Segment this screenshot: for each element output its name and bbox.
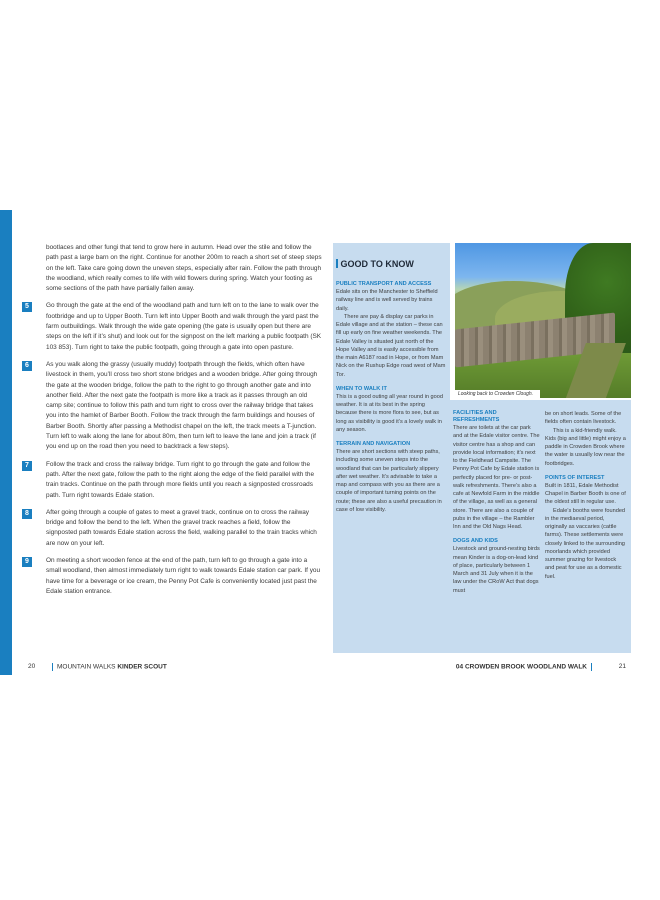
section-heading: WHEN TO WALK IT [336,385,387,392]
step-7 [25,460,322,501]
photo-caption: Looking back to Crowden Clough. [455,390,540,399]
right-page-number: 21 [618,663,626,670]
good-to-know-title [336,259,414,269]
right-footer [334,663,634,677]
step-text: On meeting a short wooden fence at the end of the path, turn left to go through a gate into a small woodland, then almost immediately turn right to walk towards Edale station car park. If you have time for a beverage or ice cream, the Penny Pot Cafe is conveniently located just past the Edale station entrance. [46,557,321,595]
left-running-head [48,663,167,671]
intro-paragraph: bootlaces and other fungi that tend to grow here in autumn. Head over the stile and follow the path past a large barn on the right. Continue for another 200m to reach a short set of steep steps on the left. Take care going down the uneven steps, especially after rain. Follow the path through the woodland, which really comes to life with wild flowers during spring. Watch your footing as some sections of the path have partially fallen away. [46,244,322,293]
good-to-know-heading: GOOD TO KNOW [340,259,414,269]
section-heading: TERRAIN AND NAVIGATION [336,441,411,447]
step-6 [25,360,322,453]
step-number: 9 [22,557,32,567]
section-text: This is a good outing all year round in good weather. It is at its best in the spring because there is more flora to see, but as long as visibility is good it’s a lovely walk in any season. [336,393,443,433]
section-heading: DOGS AND KIDS [453,538,498,545]
right-running-head [456,663,596,671]
book-title: KINDER SCOUT [117,663,167,671]
section-heading: FACILITIES AND REFRESHMENTS [453,410,500,423]
info-column-2 [453,410,540,595]
step-text: After going through a couple of gates to meet a gravel track, continue on to cross the railway bridge and follow the bend to the left. When the gravel track reaches a field, follow the signposted path towards Edale station across the field, walking parallel to the train tracks which are now on your left. [46,508,317,547]
title-bar [336,259,338,268]
step-text: As you walk along the grassy (usually muddy) footpath through the fields, which often have livestock in them, you’ll cross two short stone bridges and a wooden bridge. After going through the gate at the wooden bridge, follow the path to the right to go through another gate and into another field. After the next gate the footpath is more like a track as it passes through an old camp site; continue to follow this path and turn right to cross over the railway bridge that takes you into the hamlet of Barber Booth. Follow the track through the farm buildings and houses of Barber Booth. Shortly after passing a Methodist chapel on the left, the track meets a T-junction. Turn left to walk along the lane for about 80m, then turn left to leave the lane and join a track (if you end up on the road then you need to backtrack a few steps). [46,360,318,451]
step-text: Go through the gate at the end of the woodland path and turn left on to the lane to walk over the footbridge and up to Upper Booth. Turn left into Upper Booth and walk through the yard past the farm outbuildings. Walk through the wide gate opening (the gate is usually open but there are steps on the left if it’s shut) and look out for the signpost on the left marking a public footpath (SK 103 853). Turn right to take the public footpath, going through a gate into open pasture. [46,302,322,351]
left-page [25,243,322,604]
walk-number: 04 [455,663,464,671]
left-footer [28,663,324,677]
section-text: Edale sits on the Manchester to Sheffield railway line and is well served by trains daily. [336,289,438,312]
footer-separator [591,663,592,671]
section-text: Built in 1811, Edale Methodist Chapel in Barber Booth is one of the oldest still in regular use. [545,482,626,506]
page-edge-tab [0,210,12,675]
section-text: be on short leads. Some of the fields often contain livestock. [545,411,622,426]
section-text: Edale’s booths were founded in the mediaeval period, originally as vaccaries (cattle farms). These settlements were closely linked to the surrounding moorlands which provided summer grazing for livestock and peat for use as a domestic fuel. [545,507,626,580]
step-9 [25,556,322,597]
section-text: This is a kid-friendly walk. Kids (big and little) might enjoy a paddle in Crowden Brook where the water is usually low near the footbridges. [545,427,626,467]
section-text: Livestock and ground-nesting birds mean Kinder is a dog-on-lead kind of place, particularly between 1 March and 31 July when it is the law under the CRoW Act that dogs must [453,546,540,594]
left-page-number: 20 [28,663,36,670]
step-5 [25,301,322,352]
footer-separator [52,663,53,671]
step-number: 5 [22,302,32,312]
step-number: 6 [22,361,32,371]
section-heading: POINTS OF INTEREST [545,474,605,481]
info-column-1 [336,281,446,514]
step-list [25,301,322,597]
step-number: 8 [22,509,32,519]
step-text: Follow the track and cross the railway bridge. Turn right to go through the gate and follow the path. After the next gate, follow the path to the right along the edge of the field parallel with the train tracks. Continue on the path through more fields until you reach a signposted crossroads path. Turn right towards Edale station. [46,460,315,499]
section-text: There are toilets at the car park and at the Edale visitor centre. The visitor centre has a shop and can provide local information; it’s next to the Fieldhead Campsite. The Penny Pot Cafe by Edale station is perfectly placed for pre- or post-walk refreshments. There’s also a cafe at Newfold Farm in the middle of the village, as well as a general store. There are also a couple of pubs in the village – the Rambler Inn and the Old Nags Head. [453,425,540,530]
section-text: There are short sections with steep paths, including some uneven steps into the woodland that can be particularly slippery after wet weather. It’s advisable to take a map and compass with you as there are a couple of important turning points on the route; these are also a useful precaution in case of low visibility. [336,449,442,513]
step-number: 7 [22,461,32,471]
info-column-3 [545,410,627,581]
walk-title: CROWDEN BROOK WOODLAND WALK [464,663,587,671]
step-8 [25,508,322,549]
series-name: MOUNTAIN WALKS [57,663,116,671]
section-text: There are pay & display car parks in Edale village and at the station – these can fill up early on fine weather weekends. The Edale Valley is situated just north of the Hope Valley and is easily accessible from the main A6187 road in Hope, or from Mam Nick on the Rushup Edge road west of Mam Tor. [336,313,446,378]
walk-photo [455,243,631,398]
section-heading: PUBLIC TRANSPORT AND ACCESS [336,281,432,287]
